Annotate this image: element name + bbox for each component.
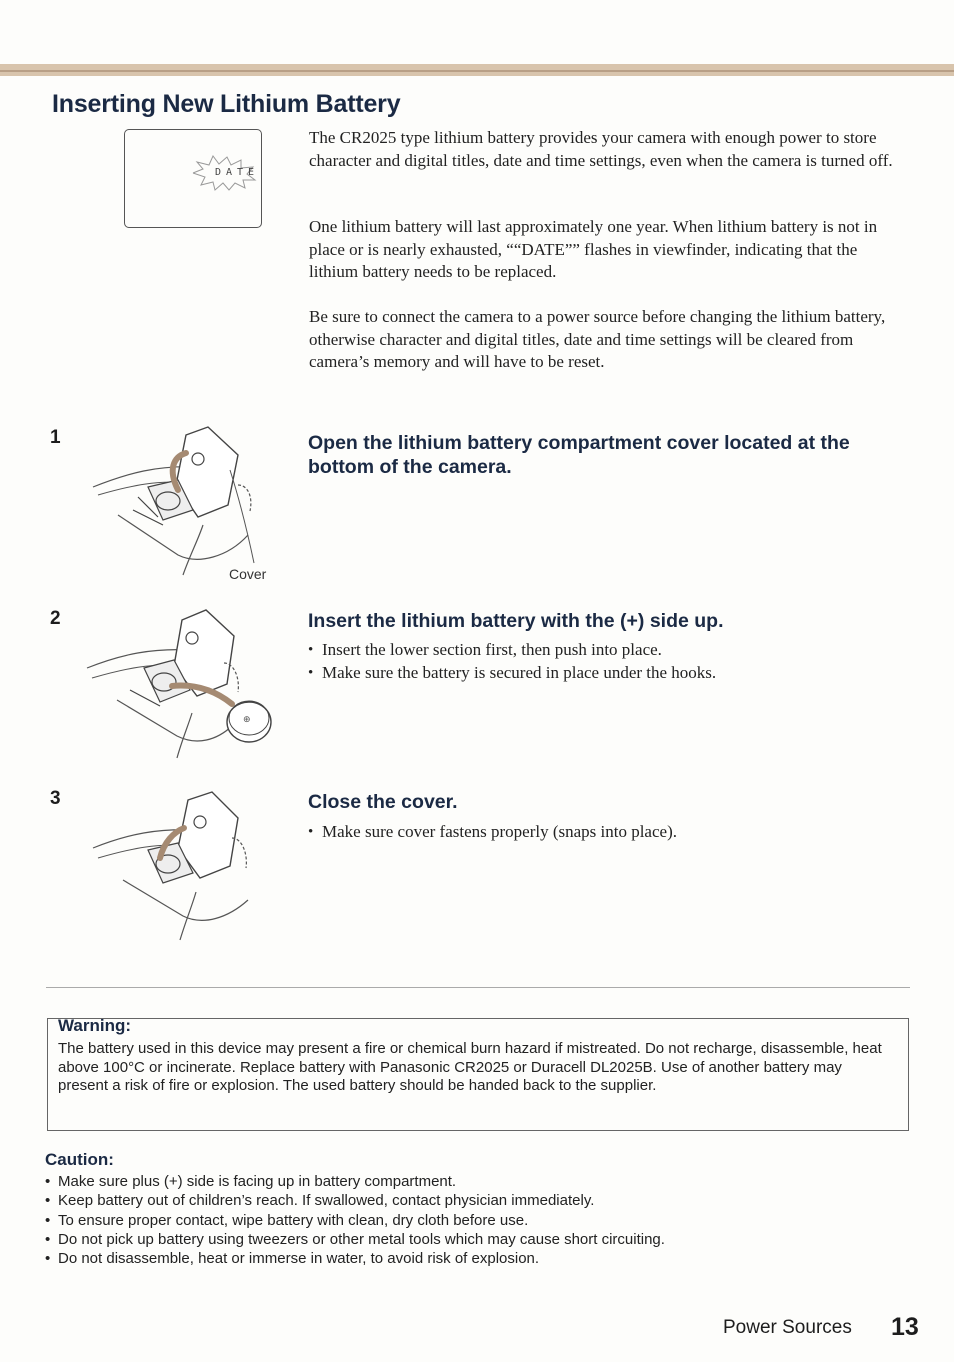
page-number: 13 [891, 1313, 919, 1341]
camera-cover-open-illustration [88, 425, 268, 585]
cover-label: Cover [229, 566, 267, 582]
intro-paragraph-3: Be sure to connect the camera to a power source before changing the lithium battery, otherwise character and digital titles, date and time settings will be cleared from camera’s memory and will have to be reset. [309, 307, 886, 371]
step-1-heading: Open the lithium battery compartment cover located at the bottom of the camera. [308, 432, 850, 478]
lithium-battery-icon [227, 701, 271, 742]
caution-list [45, 1172, 665, 1268]
cover-close-illustration [88, 788, 268, 946]
warning-box [47, 1018, 909, 1131]
step-1-number: 1 [50, 427, 61, 448]
step-3-number: 3 [50, 788, 61, 809]
caution-title: Caution: [45, 1150, 114, 1169]
viewfinder-date-indicator [124, 129, 262, 228]
list-item: • Make sure cover fastens properly (snaps into place). [308, 821, 677, 844]
step-2-bullets [308, 639, 716, 684]
intro-paragraph-2: One lithium battery will last approximately one year. When lithium battery is not in place or is nearly exhausted, ““DATE”” flashes in viewfinder, indicating that the lithium battery needs to be replaced. [309, 217, 878, 281]
header-band-line [0, 70, 954, 72]
svg-text:⊕: ⊕ [243, 715, 251, 725]
date-indicator-text: DATE [215, 167, 260, 178]
list-item: • Do not pick up battery using tweezers or other metal tools which may cause short circuiting. [45, 1230, 665, 1249]
list-item: • Keep battery out of children’s reach. If swallowed, contact physician immediately. [45, 1191, 665, 1210]
step-3-heading: Close the cover. [308, 791, 458, 813]
list-item: • Do not disassemble, heat or immerse in water, to avoid risk of explosion. [45, 1249, 665, 1268]
list-item: • Make sure plus (+) side is facing up in battery compartment. [45, 1172, 665, 1191]
step-3-bullets [308, 821, 677, 844]
step-2-number: 2 [50, 608, 61, 629]
battery-insert-illustration [82, 608, 277, 766]
step-2-heading: Insert the lithium battery with the (+) side up. [308, 610, 724, 632]
section-divider [46, 987, 910, 988]
list-item: • Make sure the battery is secured in place under the hooks. [308, 662, 716, 685]
page-title: Inserting New Lithium Battery [52, 90, 401, 118]
warning-text: The battery used in this device may present a fire or chemical burn hazard if mistreated. Do not recharge, disassemble, heat above 100°C or incinerate. Replace battery with Panasonic CR2025 or Duracell DL2025B. Use of another battery may present a risk of fire or explosion. The used battery should be handed back to the supplier. [58, 1040, 882, 1094]
intro-paragraph-1: The CR2025 type lithium battery provides your camera with enough power to store character and digital titles, date and time settings, even when the camera is turned off. [309, 128, 893, 170]
warning-title: Warning: [58, 1016, 132, 1035]
list-item: • To ensure proper contact, wipe battery with clean, dry cloth before use. [45, 1211, 665, 1230]
list-item: • Insert the lower section first, then push into place. [308, 639, 716, 662]
footer-section-title: Power Sources [723, 1317, 852, 1338]
